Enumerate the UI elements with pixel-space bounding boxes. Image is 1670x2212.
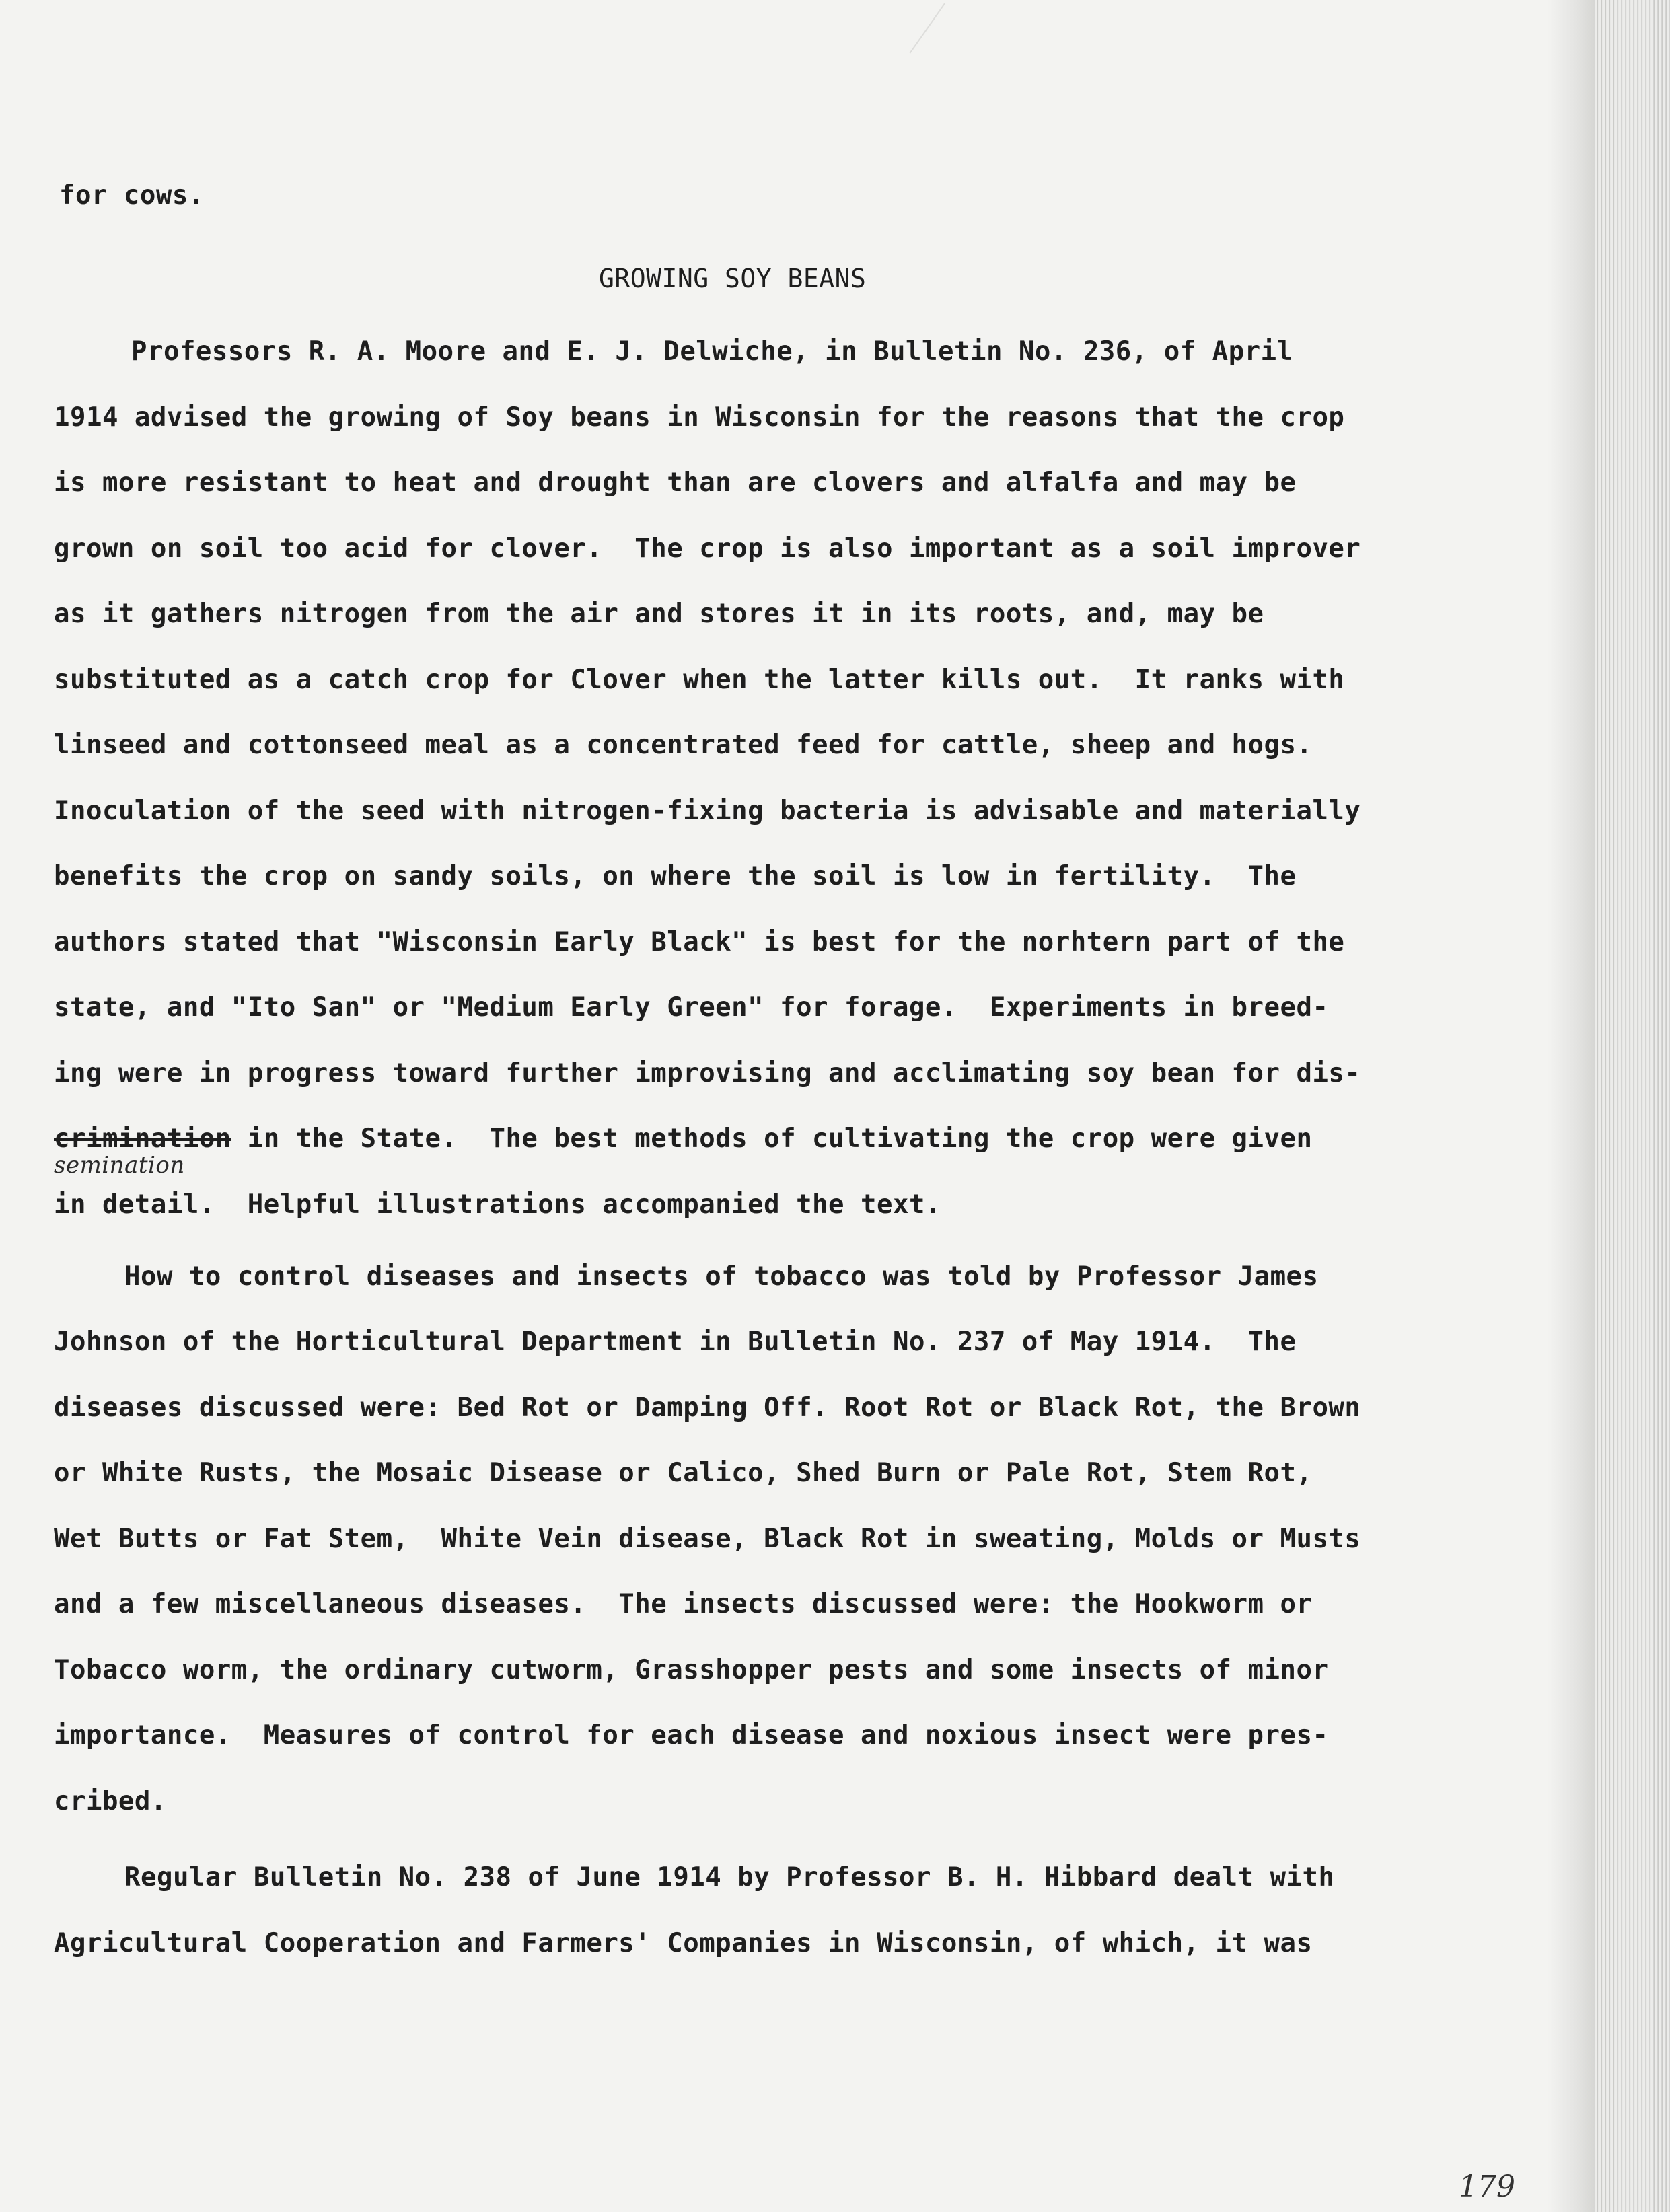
- text-line: Wet Butts or Fat Stem, White Vein disease, Black Rot in sweating, Molds or Musts: [54, 1524, 1361, 1554]
- text-line: is more resistant to heat and drought than are clovers and alfalfa and may be: [54, 468, 1297, 498]
- text-line: cribed.: [54, 1786, 167, 1816]
- text-line: as it gathers nitrogen from the air and stores it in its roots, and, may be: [54, 599, 1264, 629]
- text-line: Inoculation of the seed with nitrogen-fixing bacteria is advisable and materially: [54, 796, 1361, 826]
- text-line: and a few miscellaneous diseases. The insects discussed were: the Hookworm or: [54, 1589, 1313, 1619]
- text-line: linseed and cottonseed meal as a concentrated feed for cattle, sheep and hogs.: [54, 730, 1313, 760]
- handwritten-correction: semination: [54, 1152, 185, 1179]
- text-line: Tobacco worm, the ordinary cutworm, Grasshopper pests and some insects of minor: [54, 1655, 1329, 1685]
- text-line: substituted as a catch crop for Clover when the latter kills out. It ranks with: [54, 665, 1345, 695]
- text-line: in detail. Helpful illustrations accompanied the text.: [54, 1189, 941, 1220]
- section-heading: GROWING SOY BEANS: [599, 264, 867, 293]
- text-line: 1914 advised the growing of Soy beans in Wisconsin for the reasons that the crop: [54, 402, 1345, 433]
- text-line: diseases discussed were: Bed Rot or Damping Off. Root Rot or Black Rot, the Brown: [54, 1393, 1361, 1423]
- page-number: 179: [1459, 2170, 1515, 2204]
- text-line: ing were in progress toward further improvising and acclimating soy bean for dis-: [54, 1058, 1361, 1089]
- opening-line: for cows.: [59, 180, 205, 211]
- text-line: Johnson of the Horticultural Department in Bulletin No. 237 of May 1914. The: [54, 1327, 1297, 1357]
- text-line-rest: in the State. The best methods of cultivating the crop were given: [231, 1123, 1313, 1154]
- book-page-edge: [1595, 0, 1670, 2212]
- text-line: state, and "Ito San" or "Medium Early Green" for forage. Experiments in breed-: [54, 992, 1329, 1023]
- text-line: benefits the crop on sandy soils, on where the soil is low in fertility. The: [54, 861, 1297, 891]
- text-line: Professors R. A. Moore and E. J. Delwiche, in Bulletin No. 236, of April: [131, 336, 1293, 367]
- text-line: authors stated that "Wisconsin Early Black" is best for the norhtern part of the: [54, 927, 1345, 957]
- text-line: Agricultural Cooperation and Farmers' Companies in Wisconsin, of which, it was: [54, 1928, 1313, 1958]
- text-line-with-correction: [54, 1123, 1312, 1154]
- text-line: importance. Measures of control for each disease and noxious insect were pres-: [54, 1720, 1329, 1750]
- struck-word: crimination: [54, 1123, 231, 1154]
- page-gutter-shadow: [1548, 0, 1595, 2212]
- text-line: How to control diseases and insects of tobacco was told by Professor James: [124, 1261, 1319, 1292]
- text-line: grown on soil too acid for clover. The crop is also important as a soil improver: [54, 533, 1361, 564]
- text-line: Regular Bulletin No. 238 of June 1914 by Professor B. H. Hibbard dealt with: [124, 1862, 1335, 1892]
- text-line: or White Rusts, the Mosaic Disease or Calico, Shed Burn or Pale Rot, Stem Rot,: [54, 1458, 1313, 1488]
- scan-artifact: [910, 3, 990, 85]
